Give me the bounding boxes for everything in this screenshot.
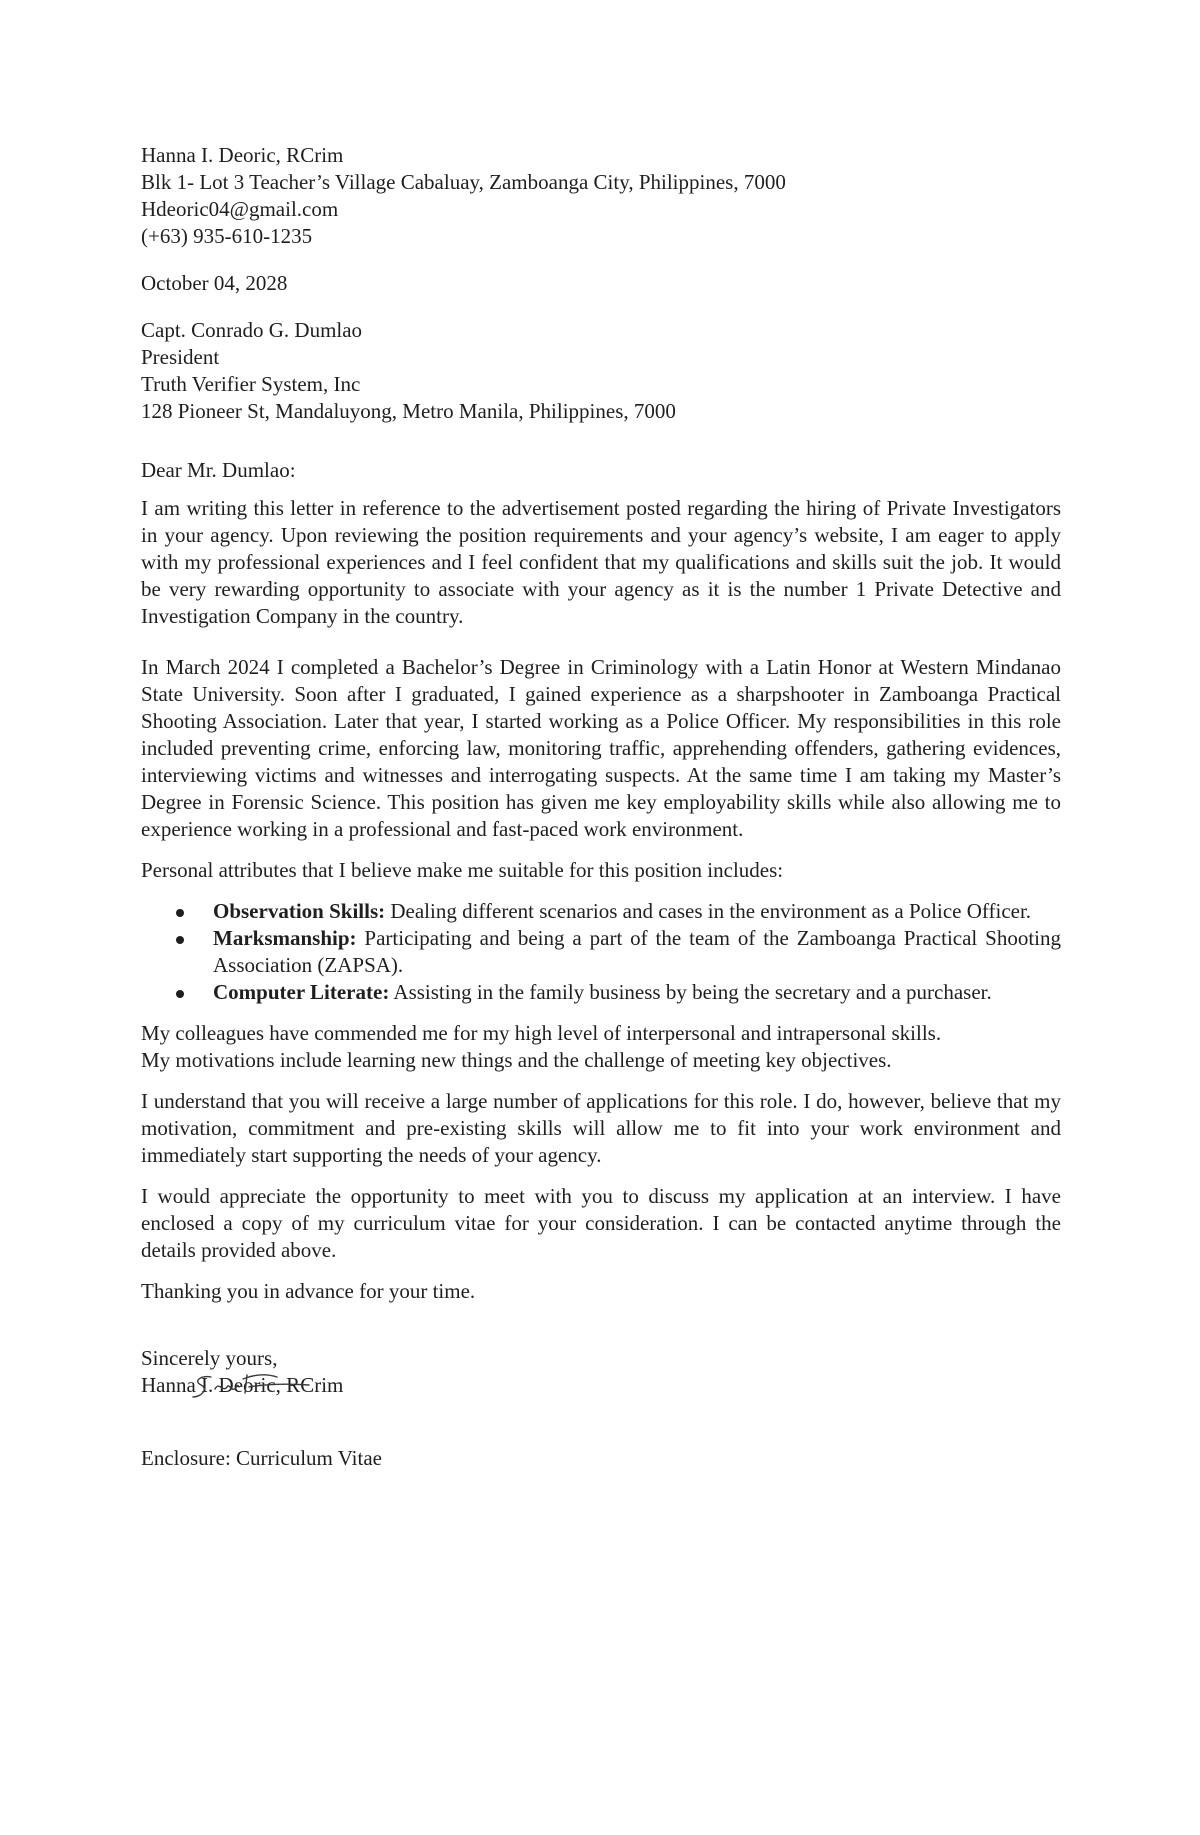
paragraph-applications: I understand that you will receive a large number of applications for this role. I do, however, believe that my motivation, commitment and pre-existing skills will allow me to fit into your work environment and immediately start supporting the needs of your agency. <box>141 1089 1061 1167</box>
paragraph-colleagues-line: My colleagues have commended me for my high level of interpersonal and intrapersonal skills. <box>141 1021 942 1045</box>
signature-image <box>171 1363 311 1407</box>
recipient-title: President <box>141 345 220 369</box>
paragraph-thanks: Thanking you in advance for your time. <box>141 1279 476 1303</box>
sender-block <box>141 142 1061 250</box>
list-item <box>213 898 1061 925</box>
recipient-address: 128 Pioneer St, Mandaluyong, Metro Manila, Philippines, 7000 <box>141 399 676 423</box>
recipient-block <box>141 317 1061 425</box>
sender-email: Hdeoric04@gmail.com <box>141 197 339 221</box>
enclosure-note: Enclosure: Curriculum Vitae <box>141 1446 382 1470</box>
attributes-list <box>141 898 1061 1006</box>
bullet-icon <box>176 936 184 944</box>
list-item <box>213 925 1061 979</box>
list-item <box>213 979 1061 1006</box>
letter-date: October 04, 2028 <box>141 271 288 295</box>
salutation: Dear Mr. Dumlao: <box>141 458 296 482</box>
attribute-label: Marksmanship: <box>213 926 357 950</box>
paragraph-interview: I would appreciate the opportunity to meet with you to discuss my application at an interview. I have enclosed a copy of my curriculum vitae for your consideration. I can be contacted anytime through the details provided above. <box>141 1184 1061 1262</box>
attribute-text: Assisting in the family business by being the secretary and a purchaser. <box>389 980 992 1004</box>
letter-page <box>141 142 1061 1472</box>
attribute-text: Participating and being a part of the team of the Zamboanga Practical Shooting Association (ZAPSA). <box>213 926 1061 977</box>
attribute-label: Computer Literate: <box>213 980 390 1004</box>
paragraph-colleagues <box>141 1020 1061 1074</box>
sender-phone: (+63) 935-610-1235 <box>141 224 313 248</box>
sender-name: Hanna I. Deoric, RCrim <box>141 143 344 167</box>
signature-name: Hanna I. Deoric, RCrim <box>141 1373 344 1397</box>
closing-block <box>141 1345 1061 1399</box>
sender-address: Blk 1- Lot 3 Teacher’s Village Cabaluay, Zamboanga City, Philippines, 7000 <box>141 170 786 194</box>
closing-text: Sincerely yours, <box>141 1346 278 1370</box>
paragraph-experience: In March 2024 I completed a Bachelor’s Degree in Criminology with a Latin Honor at Western Mindanao State University. Soon after I graduated, I gained experience as a sharpshooter in Zamboanga Practical Shooting Association. Later that year, I started working as a Police Officer. My responsibilities in this role included preventing crime, enforcing law, monitoring traffic, apprehending offenders, gathering evidences, interviewing victims and witnesses and interrogating suspects. At the same time I am taking my Master’s Degree in Forensic Science. This position has given me key employability skills while also allowing me to experience working in a professional and fast-paced work environment. <box>141 655 1061 841</box>
bullet-icon <box>176 990 184 998</box>
paragraph-attributes-intro: Personal attributes that I believe make me suitable for this position includes: <box>141 858 784 882</box>
recipient-company: Truth Verifier System, Inc <box>141 372 361 396</box>
paragraph-intro: I am writing this letter in reference to the advertisement posted regarding the hiring of Private Investigators in your agency. Upon reviewing the position requirements and your agency’s website, I am eager to apply with my professional experiences and I feel confident that my qualifications and skills suit the job. It would be very rewarding opportunity to associate with your agency as it is the number 1 Private Detective and Investigation Company in the country. <box>141 496 1061 628</box>
recipient-name: Capt. Conrado G. Dumlao <box>141 318 363 342</box>
attribute-label: Observation Skills: <box>213 899 386 923</box>
attribute-text: Dealing different scenarios and cases in the environment as a Police Officer. <box>385 899 1032 923</box>
paragraph-colleagues-line: My motivations include learning new things and the challenge of meeting key objectives. <box>141 1048 892 1072</box>
bullet-icon <box>176 909 184 917</box>
